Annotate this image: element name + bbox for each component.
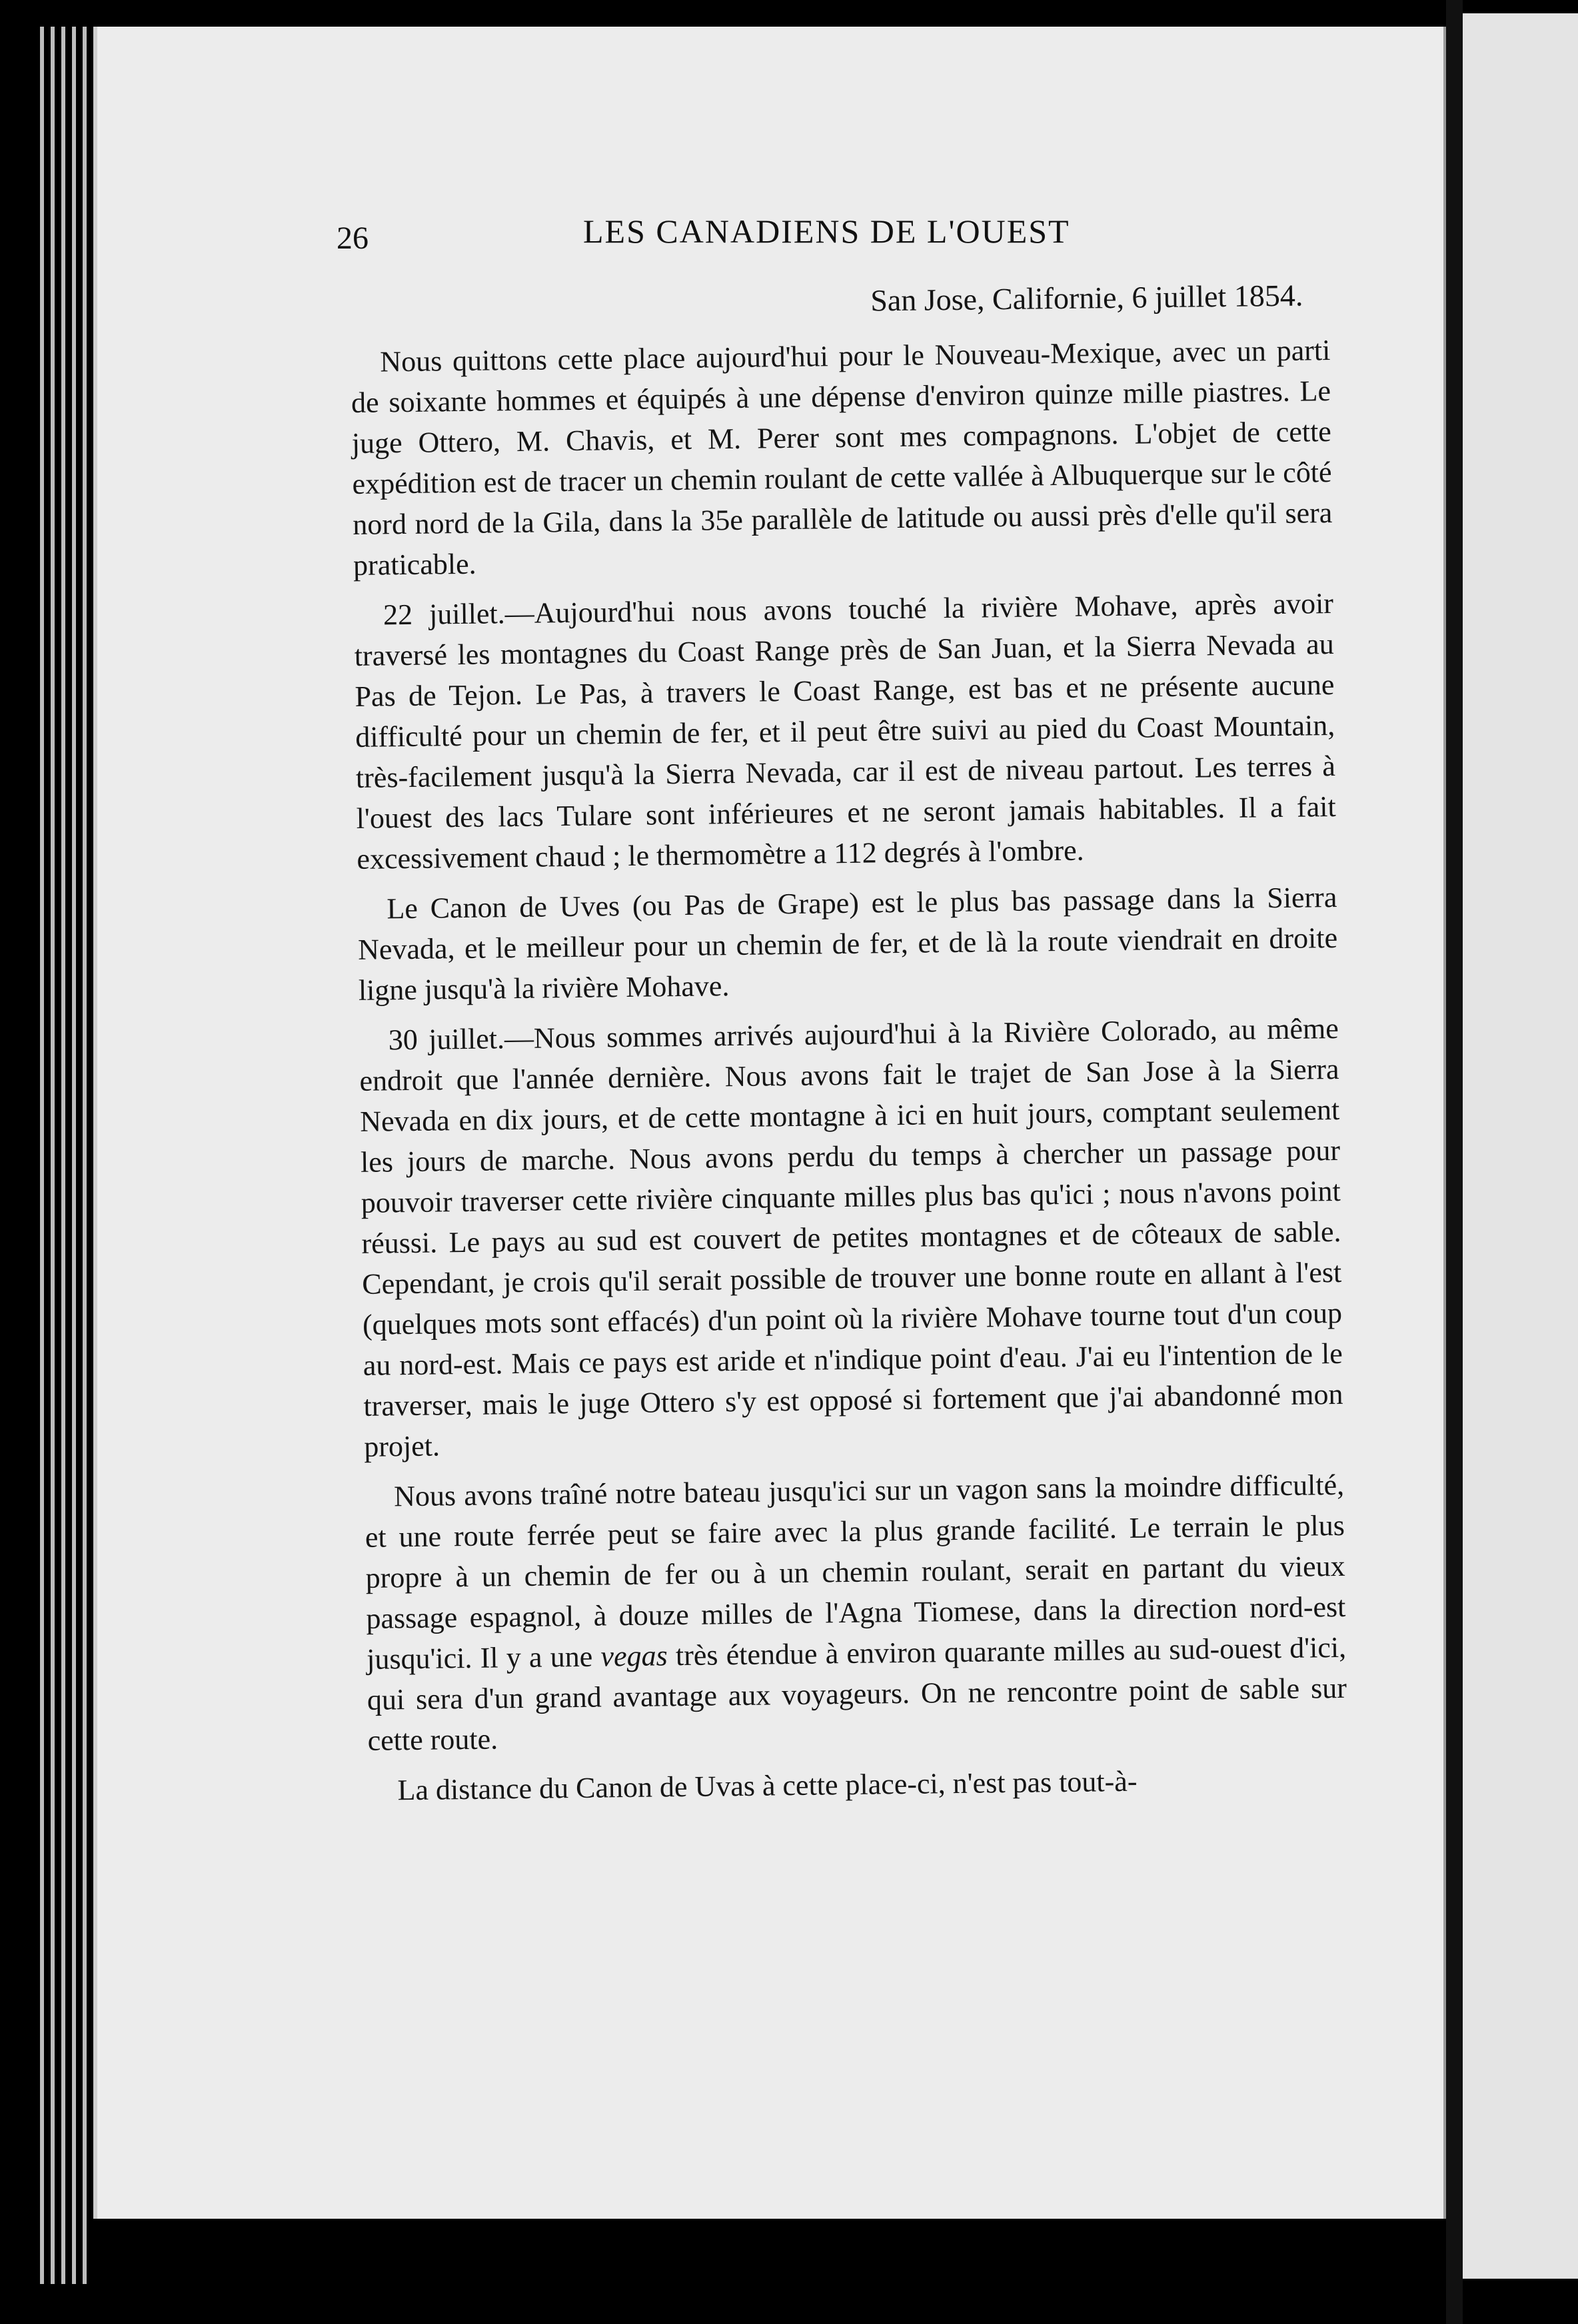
paragraph (365, 1464, 1347, 1761)
page-number: 26 (337, 221, 369, 256)
paragraph: 30 juillet.—Nous sommes arrivés aujourd'hui à la Rivière Colorado, au même endroit que l'année dernière. Nous avons fait le trajet de San Jose à la Sierra Nevada en dix jours, et de cette montagne à ici en huit jours, comptant seulement les jours de marche. Nous avons perdu du temps à chercher un passage pour pouvoir traverser cette rivière cinquante milles plus bas qu'ici ; nous n'avons point réussi. Le pays au sud est couvert de petites montagnes et de côteaux de sable. Cependant, je crois qu'il serait possible de trouver une bonne route en allant à l'est (quelques mots sont effacés) d'un point où la rivière Mohave tourne tout d'un coup au nord-est. Mais ce pays est aride et n'indique point d'eau. J'ai eu l'intention de le traverser, mais le juge Ottero s'y est opposé si fortement que j'ai abandonné mon projet. (359, 1011, 1343, 1463)
paragraph-text: Nous avons traîné notre bateau jusqu'ici sur un vagon sans la moindre difficulté, et une route ferrée peut se faire avec la plus grande facilité. Le terrain le plus propre à un chemin de fer ou à un chemin roulant, serait en partant du vieux passage espagnol, à douze milles de l'Agna Tiomese, dans la direction nord-est jusqu'ici. (365, 1468, 1346, 1676)
dateline: San Jose, Californie, 6 juillet 1854. (870, 278, 1303, 318)
vegas-before: Il y a une (480, 1640, 601, 1674)
vegas-after: très étendue à environ quarante milles au sud-ouest d'ici, qui sera d'un grand avantage aux voyageurs. On ne rencontre point de sable sur cette route. (367, 1630, 1347, 1757)
paragraph: 22 juillet.—Aujourd'hui nous avons touché la rivière Mohave, après avoir traversé les montagnes du Coast Range près de San Juan, et la Sierra Nevada au Pas de Tejon. Le Pas, à travers le Coast Range, est bas et ne présente aucune difficulté pour un chemin de fer, et il peut être suivi au pied du Coast Mountain, très-facilement jusqu'à la Sierra Nevada, car il est de niveau partout. Les terres à l'ouest des lacs Tulare sont inférieures et ne seront jamais habitables. Il a fait excessivement chaud ; le thermomètre a 112 degrés à l'ombre. (354, 587, 1336, 875)
page-header (337, 212, 1336, 256)
book-gutter (1446, 0, 1463, 2324)
page-edge (72, 27, 76, 2284)
paragraph: Nous quittons cette place aujourd'hui pour le Nouveau-Mexique, avec un parti de soixante hommes et équipés à une dépense d'environ quinze mille piastres. Le juge Ottero, M. Chavis, et M. Perer sont mes compagnons. L'objet de cette expédition est de tracer un chemin roulant de cette vallée à Albuquerque sur le côté nord nord de la Gila, dans la 35e parallèle de latitude ou aussi près d'elle qu'il sera praticable. (351, 334, 1333, 582)
page-edge (40, 27, 44, 2284)
page-edge (83, 27, 87, 2284)
page-edge (51, 27, 55, 2284)
running-head: LES CANADIENS DE L'OUEST (583, 213, 1070, 250)
paragraph: Le Canon de Uves (ou Pas de Grape) est le plus bas passage dans la Sierra Nevada, et le meilleur pour un chemin de fer, et de là la route viendrait en droite ligne jusqu'à la rivière Mohave. (357, 880, 1338, 1007)
paragraph: La distance du Canon de Uvas à cette place-ci, n'est pas tout-à- (397, 1764, 1138, 1807)
vegas-italic: vegas (600, 1639, 668, 1673)
page-edge (61, 27, 65, 2284)
body-text (350, 275, 1348, 1820)
facing-page (1463, 13, 1578, 2279)
